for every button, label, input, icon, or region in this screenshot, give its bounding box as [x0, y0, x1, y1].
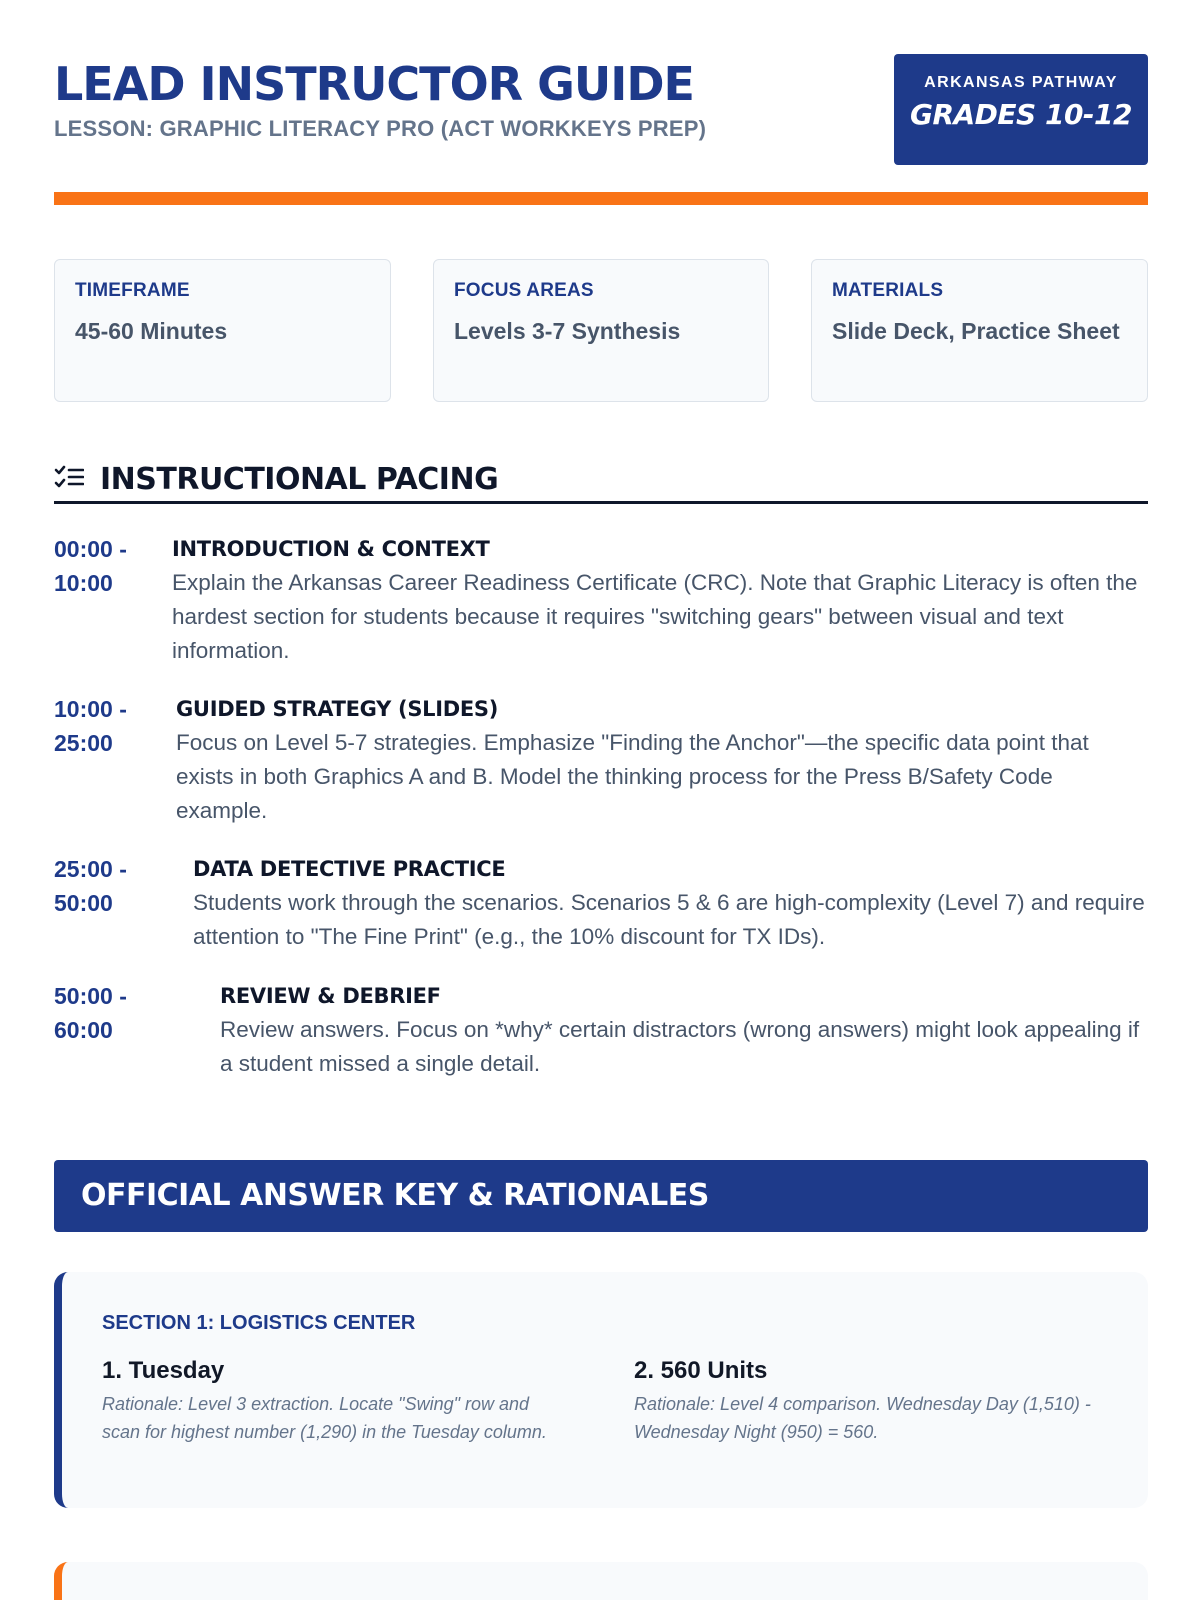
- pacing-description: Students work through the scenarios. Scenarios 5 & 6 are high-complexity (Level 7) and require attention to "The Fine Print" (e.g., the 10% discount for TX IDs).: [193, 890, 1145, 949]
- time-start: 10:00 -: [54, 696, 127, 722]
- meta-card-timeframe: [54, 259, 391, 402]
- header-divider: [54, 192, 1148, 205]
- page-header: [54, 54, 1148, 166]
- checklist-icon: [54, 464, 84, 492]
- pacing-time: [54, 979, 164, 1047]
- time-start: 00:00 -: [54, 536, 127, 562]
- pacing-time: [54, 532, 164, 600]
- pacing-time: [54, 852, 164, 920]
- pacing-description: Explain the Arkansas Career Readiness Certificate (CRC). Note that Graphic Literacy is often the hardest section for students because it requires "switching gears" between visual and text information.: [172, 570, 1138, 663]
- pacing-description: Focus on Level 5-7 strategies. Emphasize "Finding the Anchor"—the specific data point that exists in both Graphics A and B. Model the thinking process for the Press B/Safety Code example.: [176, 730, 1089, 823]
- meta-label: TIMEFRAME: [75, 280, 190, 301]
- pacing-title: REVIEW & DEBRIEF: [220, 984, 441, 1008]
- pacing-content: [193, 852, 1148, 954]
- badge-grades: GRADES 10-12: [909, 98, 1133, 131]
- pacing-title: DATA DETECTIVE PRACTICE: [193, 857, 506, 881]
- meta-card-focus-areas: [433, 259, 769, 402]
- answer-rationale: Rationale: Level 3 extraction. Locate "Swing" row and scan for highest number (1,290) in the Tuesday column.: [102, 1394, 547, 1442]
- meta-value: Slide Deck, Practice Sheet: [832, 318, 1120, 344]
- time-end: 25:00: [54, 730, 113, 756]
- answer-value: 2. 560 Units: [634, 1357, 768, 1384]
- meta-label: MATERIALS: [832, 280, 944, 301]
- pacing-item: [54, 979, 1148, 1087]
- answer-rationale: Rationale: Level 4 comparison. Wednesday Day (1,510) - Wednesday Night (950) = 560.: [634, 1394, 1091, 1442]
- answer-section-title: SECTION 1: LOGISTICS CENTER: [102, 1312, 416, 1334]
- pacing-section-heading: [54, 458, 1148, 504]
- pacing-item: [54, 852, 1148, 960]
- meta-value: 45-60 Minutes: [75, 318, 228, 344]
- meta-label: FOCUS AREAS: [454, 280, 594, 301]
- badge-pathway: ARKANSAS PATHWAY: [924, 74, 1118, 91]
- time-end: 60:00: [54, 1017, 113, 1043]
- answer-item: [102, 1354, 572, 1446]
- pacing-description: Review answers. Focus on *why* certain distractors (wrong answers) might look appealing if a student missed a single detail.: [220, 1017, 1140, 1076]
- answer-key-banner: [54, 1160, 1148, 1232]
- pacing-title: INTRODUCTION & CONTEXT: [172, 537, 490, 561]
- answer-value: 1. Tuesday: [102, 1357, 225, 1384]
- time-start: 25:00 -: [54, 856, 127, 882]
- answer-key-heading: OFFICIAL ANSWER KEY & RATIONALES: [81, 1178, 709, 1213]
- answer-item: [634, 1354, 1104, 1446]
- pacing-item: [54, 532, 1148, 672]
- pacing-heading: INSTRUCTIONAL PACING: [100, 462, 499, 497]
- time-end: 50:00: [54, 890, 113, 916]
- grade-badge: [894, 54, 1148, 165]
- pacing-content: [220, 979, 1148, 1081]
- lesson-subtitle: LESSON: GRAPHIC LITERACY PRO (ACT WORKKEYS PREP): [54, 116, 707, 141]
- pacing-content: [172, 532, 1148, 668]
- page-title: LEAD INSTRUCTOR GUIDE: [54, 57, 694, 111]
- time-start: 50:00 -: [54, 983, 127, 1009]
- pacing-item: [54, 692, 1148, 832]
- time-end: 10:00: [54, 570, 113, 596]
- meta-card-materials: [811, 259, 1148, 402]
- answer-section-card-next: [54, 1562, 1148, 1600]
- pacing-title: GUIDED STRATEGY (SLIDES): [176, 697, 499, 721]
- answer-section-card: [54, 1272, 1148, 1508]
- meta-value: Levels 3-7 Synthesis: [454, 318, 681, 344]
- pacing-time: [54, 692, 164, 760]
- pacing-content: [176, 692, 1148, 828]
